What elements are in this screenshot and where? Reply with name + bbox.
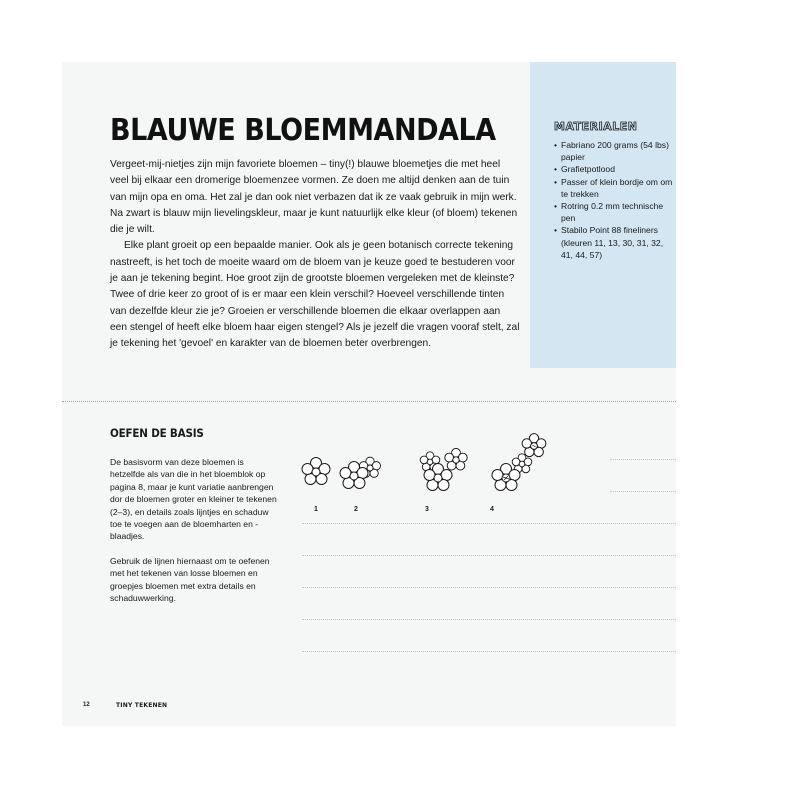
materials-heading: MATERIALEN xyxy=(554,120,638,133)
intro-text xyxy=(110,157,520,353)
materials-item: • Grafietpotlood xyxy=(554,163,674,175)
step-number: 3 xyxy=(425,506,429,513)
materials-list xyxy=(554,139,674,261)
materials-item: • Rotring 0.2 mm technische pen xyxy=(554,200,674,224)
practice-line xyxy=(610,459,676,460)
page-number: 12 xyxy=(83,702,90,708)
flower-step-1 xyxy=(302,458,330,485)
page-title: BLAUWE BLOEMMANDALA xyxy=(110,113,496,148)
step-number: 1 xyxy=(314,506,318,513)
practice-line xyxy=(302,651,676,652)
materials-item: • Passer of klein bordje om om te trekken xyxy=(554,176,674,200)
flower-icon xyxy=(302,458,330,485)
practice-line xyxy=(302,523,676,524)
materials-item: • Fabriano 200 grams (54 lbs) papier xyxy=(554,139,674,163)
practice-line xyxy=(302,619,676,620)
flower-step-3 xyxy=(420,448,467,490)
step-number: 4 xyxy=(490,506,494,513)
materials-item: • Stabilo Point 88 fineliners (kleuren 11, 13, 30, 31, 32, 41, 44, 57) xyxy=(554,224,674,261)
section-text xyxy=(110,456,280,616)
practice-line xyxy=(302,555,676,556)
flower-steps-illustration xyxy=(296,430,566,520)
intro-paragraph: Vergeet-mij-nietjes zijn mijn favoriete bloemen – tiny(!) blauwe bloemetjes die met heel veel bij elkaar een dromerige bloemenzee vormen. Ze doen me altijd denken aan de tuin van mijn opa en oma. Het zal je dan ook niet verbazen dat ik ze vaak gebruik in mijn werk. Na zwart is blauw mijn lievelingskleur, maar je kunt natuurlijk elke kleur (of bloem) tekenen die je wilt. xyxy=(110,159,518,236)
section-heading: OEFEN DE BASIS xyxy=(110,426,204,440)
section-divider xyxy=(62,401,676,402)
practice-line xyxy=(302,587,676,588)
flower-step-2 xyxy=(340,457,381,488)
flower-icon xyxy=(522,434,546,457)
intro-paragraph: Elke plant groeit op een bepaalde manier. Ook als je geen botanisch correcte tekening nastreeft, is het toch de moeite waard om de bloem van je keuze goed te bestuderen voor je aan je tekening begint. Hoe groot zijn de grootste bloemen vergeleken met de kleinste? Twee of drie keer zo groot of is er maar een klein verschil? Hoeveel verschillende tinten van dezelfde kleur zie je? Groeien er verschillende bloemen die elkaar overlappen aan een stengel of heeft elke bloem haar eigen stengel? Als je jezelf die vragen vooraf stelt, zal je tekening het 'gevoel' en karakter van de bloemen beter overbrengen. xyxy=(110,240,520,350)
section-paragraph: De basisvorm van deze bloemen is hetzelfde als van die in het bloemblok op pagina 8, maar je kunt variatie aanbrengen dor de bloemen groter en kleiner te tekenen (2–3), en details zoals lijntjes en schaduw toe te voegen aan de bloemharten en -blaadjes. xyxy=(110,457,277,542)
step-number: 2 xyxy=(354,506,358,513)
flower-step-4 xyxy=(492,434,546,491)
practice-line xyxy=(610,491,676,492)
flower-icon xyxy=(445,448,467,470)
section-paragraph: Gebruik de lijnen hiernaast om te oefenen met het tekenen van losse bloemen en groepjes bloemen met extra details en schaduwwerking. xyxy=(110,555,270,604)
running-title: TINY TEKENEN xyxy=(116,702,168,709)
